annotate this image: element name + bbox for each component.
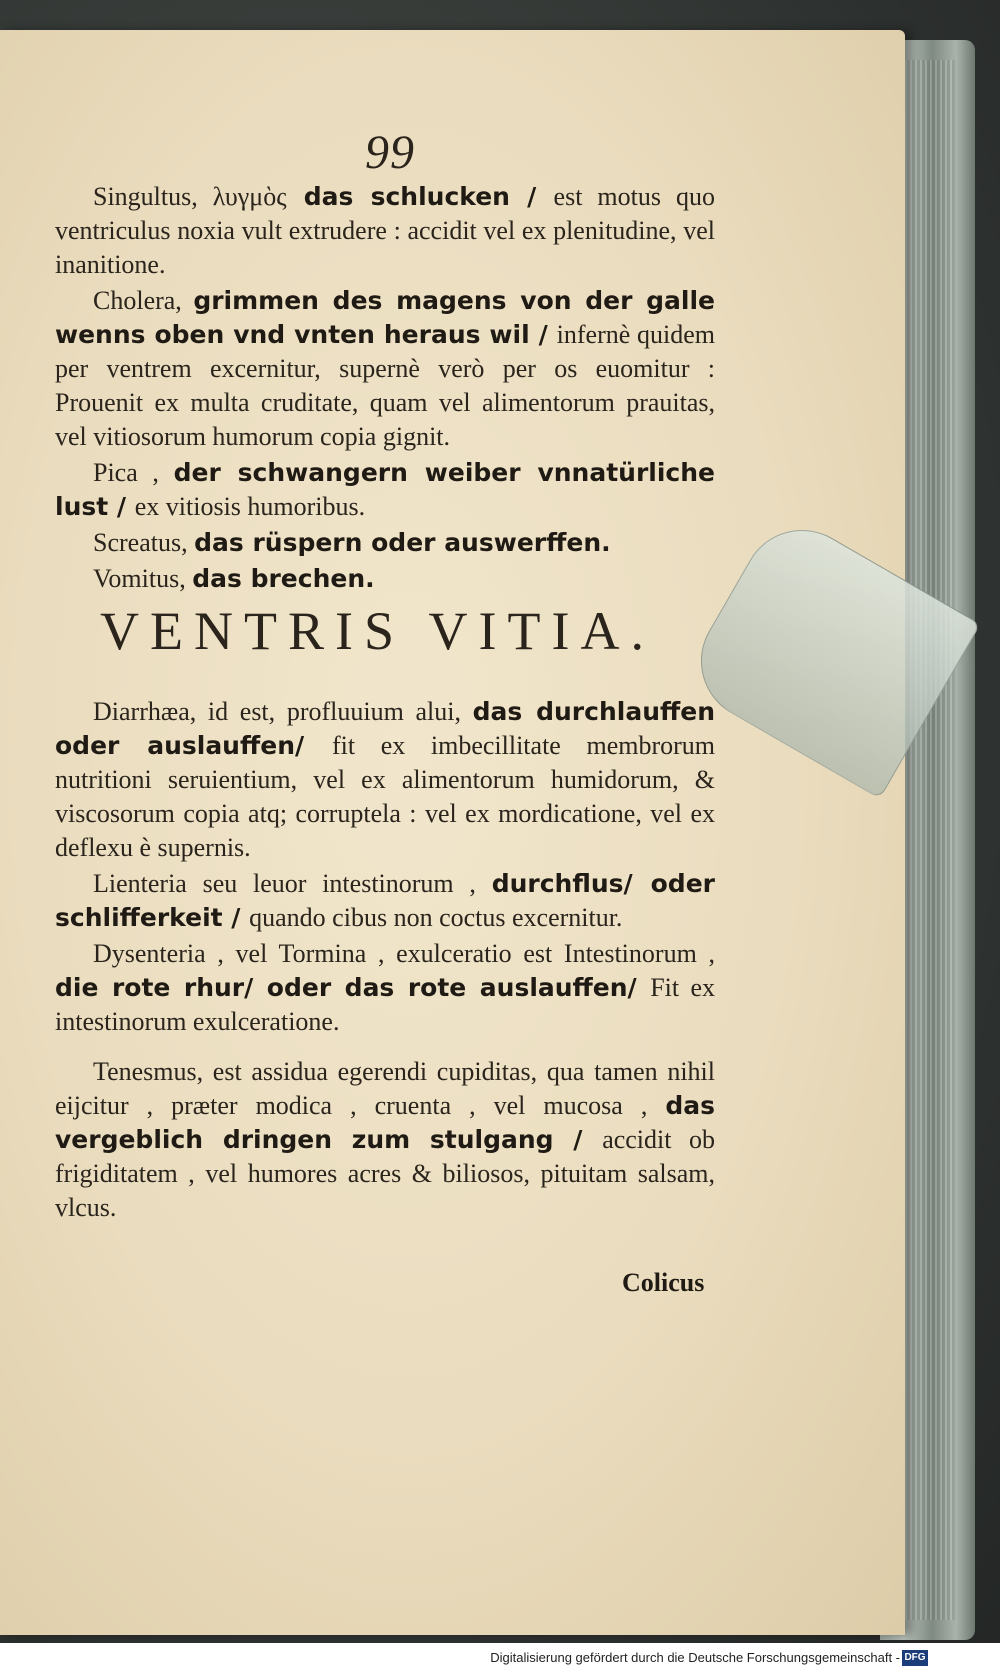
catchword: Colicus: [622, 1268, 705, 1297]
latin-text: ex vitiosis humoribus.: [134, 492, 366, 521]
latin-text: Fit ex intestinorum exulceratione.: [55, 973, 715, 1036]
german-text: die rote rhur/ oder das rote auslauffen/: [55, 973, 651, 1002]
latin-text: infernè quidem per ventrem excernitur, supernè verò per os euomitur : Prouenit ex multa cruditate, quam vel alimentorum prauitas, vel vitiosorum humorum copia gignit.: [55, 320, 716, 451]
latin-text: Pica ,: [93, 458, 174, 487]
german-text: der schwangern weiber vnnatürliche lust /: [55, 458, 715, 521]
latin-text: fit ex imbecillitate membrorum nutritioni seruientium, vel ex alimentorum humidorum, & viscosorum copia atq; corruptela : vel ex mordicatione, vel ex deflexu è supernis.: [55, 731, 716, 862]
book-page-edges: [905, 60, 955, 1620]
latin-text: Tenesmus, est assidua egerendi cupiditas, qua tamen nihil eijcitur , præter modica , cruenta , vel mucosa ,: [55, 1057, 715, 1120]
text-block-bottom: [55, 695, 715, 1227]
german-text: das schlucken /: [286, 182, 554, 211]
german-text: das durchlauffen oder auslauffen/: [55, 697, 715, 760]
footer-credit: Digitalisierung gefördert durch die Deutsche Forschungsgemeinschaft -: [490, 1650, 900, 1665]
german-text: das vergeblich dringen zum stulgang /: [55, 1091, 715, 1154]
entry-cholera: [55, 284, 715, 454]
entry-pica: [55, 456, 715, 524]
entry-tenesmus: [55, 1055, 715, 1225]
entry-vomitus: [55, 562, 715, 596]
latin-text: Cholera,: [93, 286, 194, 315]
german-text: grimmen des magens von der galle wenns oben vnd vnten heraus wil /: [55, 286, 715, 349]
entry-screatus: [55, 526, 715, 560]
section-heading: VENTRIS VITIA.: [100, 601, 655, 661]
entry-lienteria: [55, 867, 715, 935]
latin-text: Lienteria seu leuor intestinorum ,: [93, 869, 492, 898]
greek-text: λυγμὸς: [212, 182, 287, 211]
entry-dysenteria: [55, 937, 715, 1039]
german-text: das rüspern oder auswerffen.: [194, 528, 611, 557]
latin-text: Screatus,: [93, 528, 195, 557]
latin-text: Singultus,: [93, 182, 213, 211]
german-text: das brechen.: [192, 564, 375, 593]
entry-singultus: [55, 180, 715, 282]
latin-text: quando cibus non coctus excernitur.: [249, 903, 623, 932]
entry-diarrhaea: [55, 695, 715, 865]
latin-text: Diarrhæa, id est, profluuium alui,: [93, 697, 473, 726]
latin-text: est motus quo ventriculus noxia vult extrudere : accidit vel ex plenitudine, vel inanitione.: [55, 182, 716, 279]
footer-bar: [0, 1643, 1000, 1671]
latin-text: accidit ob frigiditatem , vel humores acres & biliosos, pituitam salsam, vlcus.: [55, 1125, 716, 1222]
page-number: 99: [365, 126, 415, 179]
text-block-top: [55, 180, 715, 598]
latin-text: Dysenteria , vel Tormina , exulceratio est Intestinorum ,: [93, 939, 715, 968]
latin-text: Vomitus,: [93, 564, 193, 593]
dfg-logo: DFG: [902, 1650, 928, 1666]
german-text: durchflus/ oder schlifferkeit /: [55, 869, 715, 932]
